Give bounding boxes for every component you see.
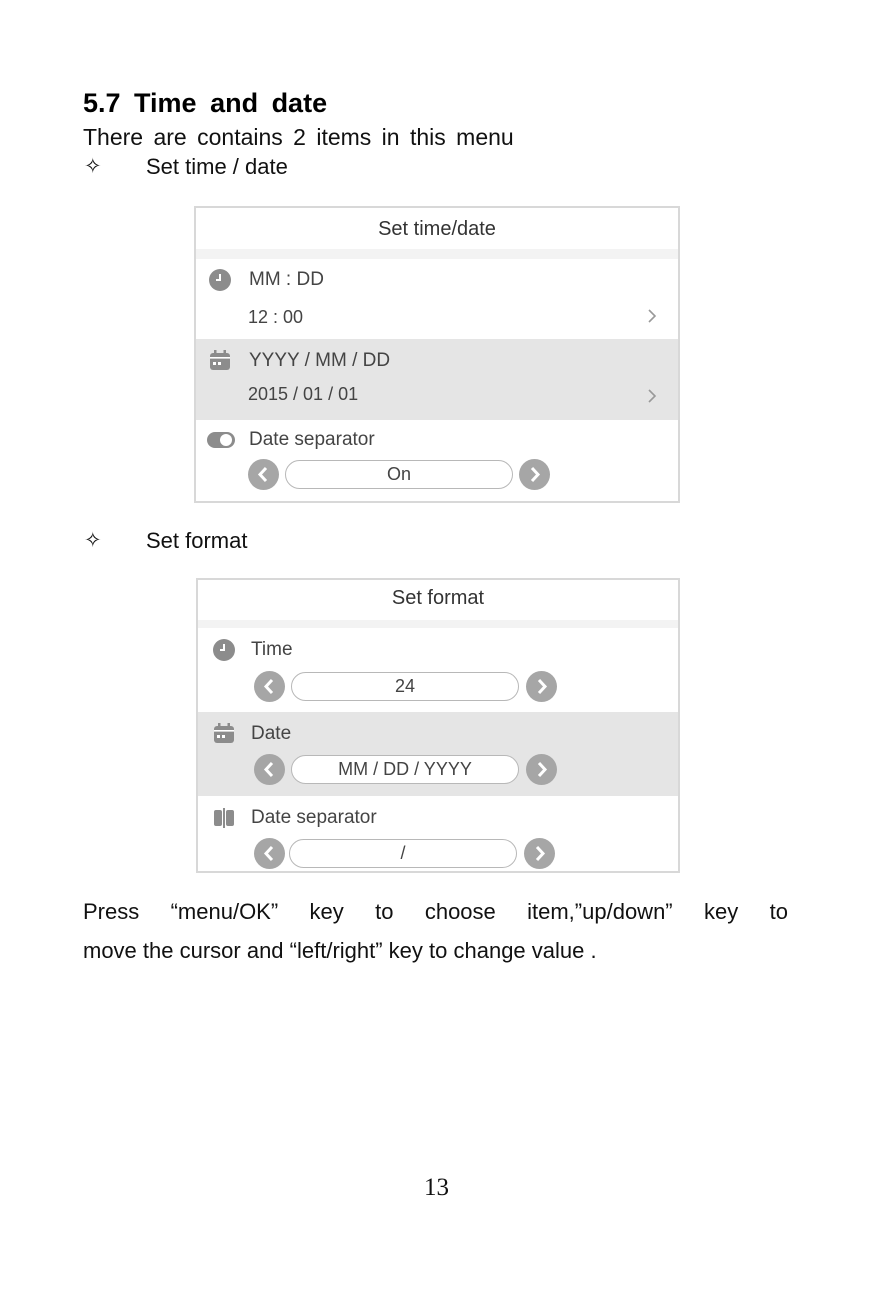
chevron-right-icon	[524, 838, 555, 869]
prev-value-button[interactable]	[254, 838, 285, 869]
date-separator-row	[196, 420, 678, 501]
section-intro: There are contains 2 items in this menu	[83, 124, 514, 150]
section-heading: 5.7 Time and date	[83, 88, 328, 118]
toggle-icon	[206, 430, 236, 450]
bullet-set-format	[84, 528, 384, 556]
calendar-icon	[208, 349, 232, 373]
separator-icon	[212, 806, 236, 830]
prev-value-button[interactable]	[248, 459, 279, 490]
star-bullet-icon: ✧	[84, 528, 102, 552]
chevron-right-icon	[646, 388, 658, 404]
instruction-word: item,”up/down”	[527, 899, 673, 924]
instruction-word: to	[375, 899, 394, 924]
date-row-label: YYYY / MM / DD	[249, 350, 391, 371]
time-format-row	[198, 628, 678, 712]
chevron-right-icon	[519, 459, 550, 490]
time-row-value: 12 : 00	[248, 307, 304, 327]
chevron-left-icon	[254, 671, 285, 702]
time-format-value: 24	[291, 672, 519, 701]
bullet-set-time-date	[84, 154, 384, 182]
chevron-left-icon	[248, 459, 279, 490]
prev-value-button[interactable]	[254, 671, 285, 702]
panel-title: Set format	[198, 580, 678, 620]
bullet-label: Set format	[146, 528, 248, 553]
next-value-button[interactable]	[524, 838, 555, 869]
instruction-word: Press	[83, 899, 140, 924]
instructions-line-2: move the cursor and “left/right” key to change value .	[83, 938, 597, 963]
chevron-right-icon	[526, 754, 557, 785]
clock-icon	[208, 268, 232, 292]
instruction-word: “menu/OK”	[170, 899, 279, 924]
time-row[interactable]	[196, 259, 678, 339]
prev-value-button[interactable]	[254, 754, 285, 785]
separator-format-value: /	[289, 839, 517, 868]
separator-format-row	[198, 796, 678, 871]
instruction-word: to	[769, 899, 788, 924]
page-number: 13	[424, 1174, 449, 1201]
instructions-line-1	[83, 899, 788, 925]
instruction-word: key	[309, 899, 344, 924]
time-row-label: MM : DD	[249, 269, 324, 290]
time-format-label: Time	[251, 639, 293, 660]
set-time-date-panel	[194, 206, 680, 503]
date-format-row	[198, 712, 678, 796]
calendar-icon	[212, 722, 236, 746]
panel-title: Set time/date	[196, 208, 678, 249]
next-value-button[interactable]	[519, 459, 550, 490]
chevron-left-icon	[254, 838, 285, 869]
chevron-left-icon	[254, 754, 285, 785]
bullet-label: Set time / date	[146, 154, 288, 179]
chevron-right-icon	[646, 308, 658, 324]
chevron-right-icon	[526, 671, 557, 702]
separator-format-label: Date separator	[251, 807, 377, 828]
instruction-word: key	[703, 899, 739, 924]
date-format-label: Date	[251, 723, 292, 744]
set-format-panel	[196, 578, 680, 873]
date-row-value: 2015 / 01 / 01	[248, 384, 359, 404]
date-row[interactable]	[196, 339, 678, 420]
clock-icon	[212, 638, 236, 662]
date-format-value: MM / DD / YYYY	[291, 755, 519, 784]
date-separator-label: Date separator	[249, 429, 375, 450]
next-value-button[interactable]	[526, 754, 557, 785]
instruction-word: choose	[424, 899, 496, 924]
star-bullet-icon: ✧	[84, 154, 102, 178]
next-value-button[interactable]	[526, 671, 557, 702]
date-separator-value: On	[285, 460, 513, 489]
